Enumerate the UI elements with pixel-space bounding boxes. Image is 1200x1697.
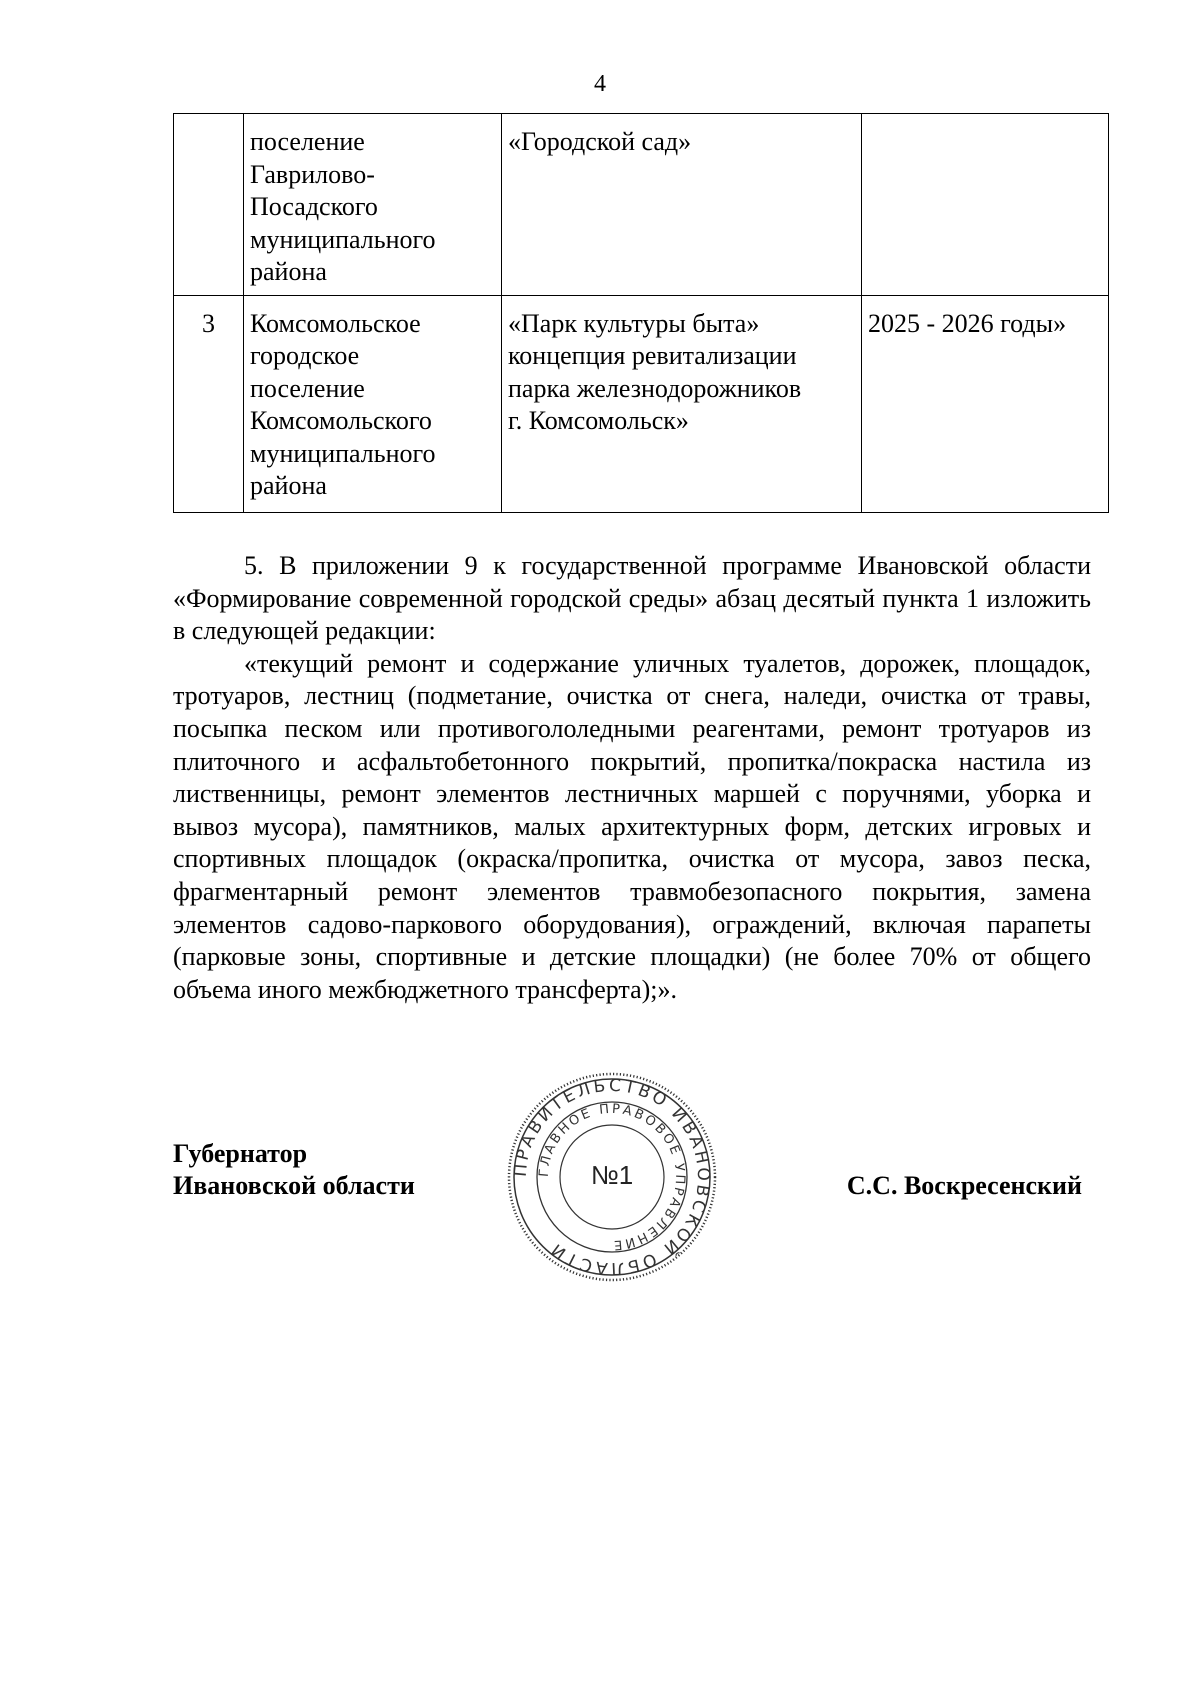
official-seal bbox=[503, 1068, 721, 1286]
page-number: 4 bbox=[594, 71, 606, 97]
seal-inner-text: ГЛАВНОЕ ПРАВОВОЕ УПРАВЛЕНИЕ bbox=[536, 1101, 688, 1253]
table-row bbox=[174, 114, 1109, 296]
municipality-cell: поселение Гаврилово- Посадского муниципального района bbox=[244, 114, 502, 296]
seal-outer-text: ПРАВИТЕЛЬСТВО ИВАНОВСКОЙ ОБЛАСТИ bbox=[510, 1075, 714, 1279]
signatory-title-line-2: Ивановской области bbox=[173, 1171, 415, 1200]
row-number-cell: 3 bbox=[174, 295, 244, 512]
seal-number: №1 bbox=[590, 1160, 634, 1190]
table-row bbox=[174, 295, 1109, 512]
project-cell: «Парк культуры быта» концепция ревитализации парка железнодорожников г. Комсомольск» bbox=[502, 295, 862, 512]
project-cell: «Городской сад» bbox=[502, 114, 862, 296]
row-number-cell bbox=[174, 114, 244, 296]
paragraph-quote: «текущий ремонт и содержание уличных туалетов, дорожек, площадок, тротуаров, лестниц (подметание, очистка от снега, наледи, очистка от травы, посыпка песком или противогололедными реагентами, ремонт тротуаров из плиточного и асфальтобетонного покрытий, пропитка/покраска настила из лиственницы, ремонт элементов лестничных маршей с поручнями, уборка и вывоз мусора), памятников, малых архитектурных форм, детских игровых и спортивных площадок (окраска/пропитка, очистка от мусора, завоз песка, фрагментарный ремонт элементов травмобезопасного покрытия, замена элементов садово-паркового оборудования), ограждений, включая парапеты (парковые зоны, спортивные и детские площадки) (не более 70% от общего объема иного межбюджетного трансферта);». bbox=[173, 648, 1091, 1004]
amendment-text bbox=[173, 550, 1091, 1006]
period-cell: 2025 - 2026 годы» bbox=[862, 295, 1109, 512]
paragraph-intro: 5. В приложении 9 к государственной программе Ивановской области «Формирование современной городской среды» абзац десятый пункта 1 изложить в следующей редакции: bbox=[173, 551, 1091, 646]
signatory-title bbox=[173, 1138, 415, 1202]
period-cell bbox=[862, 114, 1109, 296]
program-table bbox=[173, 113, 1109, 513]
signatory-title-line-1: Губернатор bbox=[173, 1139, 308, 1168]
signatory-name: С.С. Воскресенский bbox=[846, 1171, 1082, 1200]
municipality-cell: Комсомольское городское поселение Комсомольского муниципального района bbox=[244, 295, 502, 512]
